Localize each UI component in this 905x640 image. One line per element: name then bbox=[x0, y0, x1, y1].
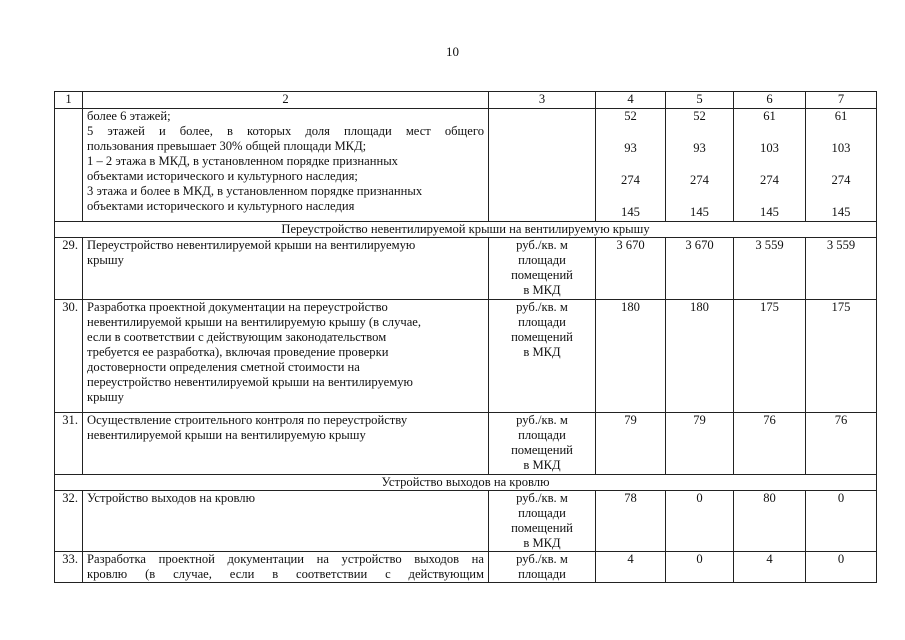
row-number bbox=[55, 109, 83, 222]
desc-line: Разработка проектной документации на переустройство bbox=[87, 300, 388, 314]
table-row bbox=[55, 300, 877, 413]
header-cell: 4 bbox=[596, 92, 666, 109]
row-description bbox=[83, 491, 489, 552]
desc-line: 1 – 2 этажа в МКД, в установленном порядке признанных bbox=[87, 154, 398, 168]
desc-line: пользования превышает 30% общей площади МКД; bbox=[87, 139, 367, 153]
desc-line: невентилируемой крыши на вентилируемую крышу bbox=[87, 428, 366, 442]
value-cell: 3 670 bbox=[666, 238, 734, 300]
section-row bbox=[55, 222, 877, 238]
value-cell: 52 93 274 145 bbox=[596, 109, 666, 222]
header-row bbox=[55, 92, 877, 109]
desc-line: Переустройство невентилируемой крыши на вентилируемую bbox=[87, 238, 416, 252]
value-cell: 0 bbox=[806, 552, 877, 583]
header-cell: 3 bbox=[489, 92, 596, 109]
value-cell: 175 bbox=[806, 300, 877, 413]
desc-line: крышу bbox=[87, 390, 124, 404]
desc-line: кровлю (в случае, если в соответствии с действующим bbox=[87, 567, 484, 581]
desc-line: 5 этажей и более, в которых доля площади мест общего bbox=[87, 124, 484, 138]
row-unit bbox=[489, 109, 596, 222]
desc-line: Устройство выходов на кровлю bbox=[87, 491, 256, 505]
value-cell: 76 bbox=[734, 413, 806, 475]
value-cell: 78 bbox=[596, 491, 666, 552]
value-cell: 180 bbox=[666, 300, 734, 413]
row-number: 31. bbox=[55, 413, 83, 475]
desc-line: достоверности определения сметной стоимости на bbox=[87, 360, 360, 374]
row-unit: руб./кв. м площади помещений в МКД bbox=[489, 491, 596, 552]
desc-line: Разработка проектной документации на устройство выходов на bbox=[87, 552, 484, 566]
value-cell: 76 bbox=[806, 413, 877, 475]
desc-line: Осуществление строительного контроля по переустройству bbox=[87, 413, 408, 427]
header-cell: 2 bbox=[83, 92, 489, 109]
desc-line: переустройство невентилируемой крыши на вентилируемую bbox=[87, 375, 413, 389]
row-unit: руб./кв. м площади bbox=[489, 552, 596, 583]
header-cell: 1 bbox=[55, 92, 83, 109]
desc-line: объектами исторического и культурного наследия bbox=[87, 199, 355, 213]
desc-line: объектами исторического и культурного наследия; bbox=[87, 169, 358, 183]
table-row bbox=[55, 552, 877, 583]
desc-line: невентилируемой крыши на вентилируемую крышу (в случае, bbox=[87, 315, 422, 329]
rates-table bbox=[54, 91, 877, 583]
value-cell: 3 559 bbox=[806, 238, 877, 300]
value-cell: 175 bbox=[734, 300, 806, 413]
row-description bbox=[83, 109, 489, 222]
row-number: 30. bbox=[55, 300, 83, 413]
row-number: 33. bbox=[55, 552, 83, 583]
row-number: 29. bbox=[55, 238, 83, 300]
table-row bbox=[55, 238, 877, 300]
value-cell: 79 bbox=[666, 413, 734, 475]
value-cell: 180 bbox=[596, 300, 666, 413]
desc-line: если в соответствии с действующим законодательством bbox=[87, 330, 387, 344]
row-unit: руб./кв. м площади помещений в МКД bbox=[489, 413, 596, 475]
row-description bbox=[83, 552, 489, 583]
value-cell: 61 103 274 145 bbox=[806, 109, 877, 222]
row-unit: руб./кв. м площади помещений в МКД bbox=[489, 238, 596, 300]
table-row bbox=[55, 109, 877, 222]
value-cell: 61 103 274 145 bbox=[734, 109, 806, 222]
header-cell: 6 bbox=[734, 92, 806, 109]
section-title: Переустройство невентилируемой крыши на вентилируемую крышу bbox=[55, 222, 877, 238]
row-number: 32. bbox=[55, 491, 83, 552]
section-row bbox=[55, 475, 877, 491]
header-cell: 7 bbox=[806, 92, 877, 109]
header-cell: 5 bbox=[666, 92, 734, 109]
value-cell: 80 bbox=[734, 491, 806, 552]
table-row bbox=[55, 491, 877, 552]
value-cell: 0 bbox=[666, 552, 734, 583]
value-cell: 52 93 274 145 bbox=[666, 109, 734, 222]
value-cell: 4 bbox=[596, 552, 666, 583]
desc-line: требуется ее разработка), включая проведение проверки bbox=[87, 345, 389, 359]
row-description bbox=[83, 413, 489, 475]
value-cell: 4 bbox=[734, 552, 806, 583]
value-cell: 0 bbox=[666, 491, 734, 552]
desc-line: более 6 этажей; bbox=[87, 109, 171, 123]
page-number: 10 bbox=[446, 44, 459, 59]
section-title: Устройство выходов на кровлю bbox=[55, 475, 877, 491]
table-row bbox=[55, 413, 877, 475]
value-cell: 79 bbox=[596, 413, 666, 475]
desc-line: крышу bbox=[87, 253, 124, 267]
value-cell: 3 670 bbox=[596, 238, 666, 300]
row-unit: руб./кв. м площади помещений в МКД bbox=[489, 300, 596, 413]
desc-line: 3 этажа и более в МКД, в установленном порядке признанных bbox=[87, 184, 423, 198]
value-cell: 3 559 bbox=[734, 238, 806, 300]
row-description bbox=[83, 238, 489, 300]
value-cell: 0 bbox=[806, 491, 877, 552]
row-description bbox=[83, 300, 489, 413]
